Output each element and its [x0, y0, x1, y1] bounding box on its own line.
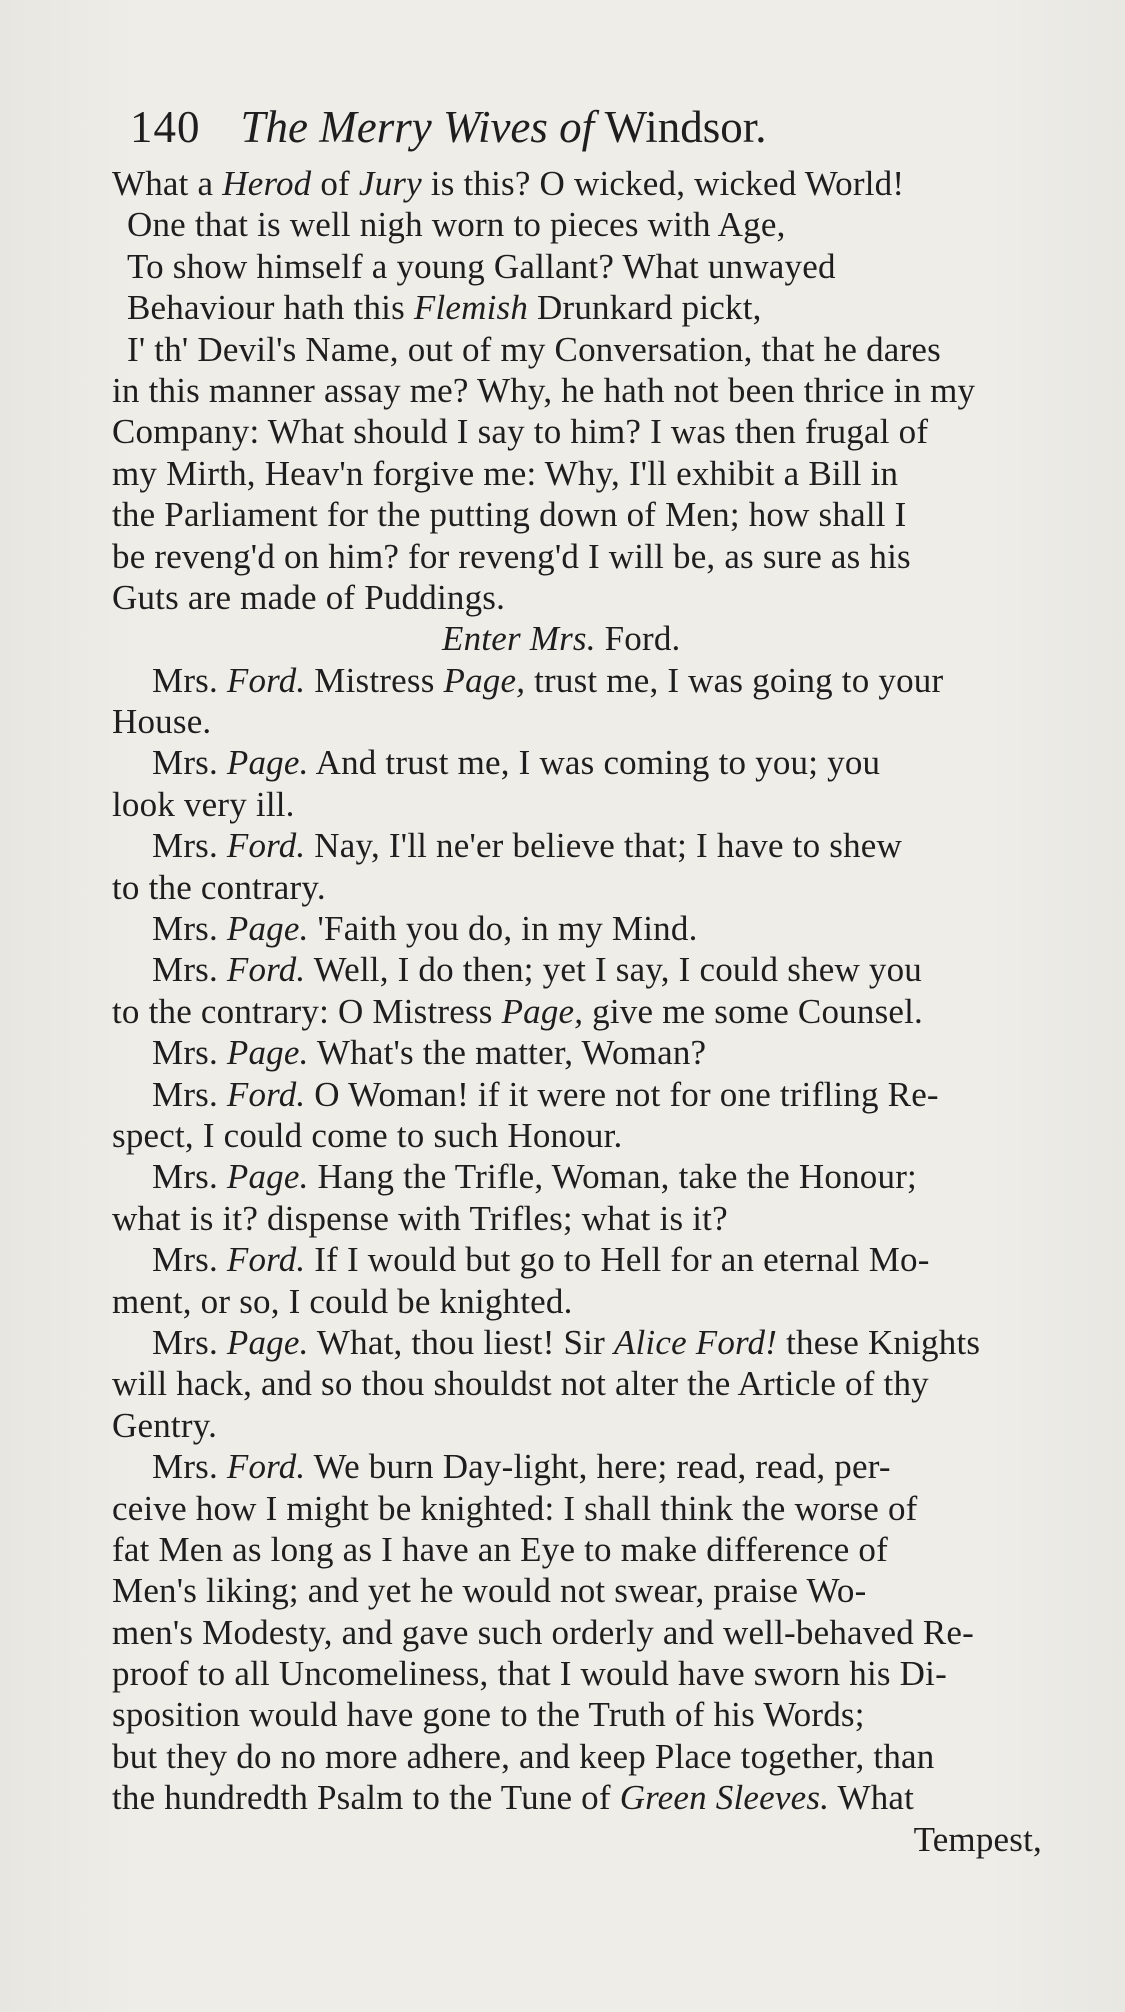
text-line	[112, 1446, 1062, 1487]
text-segment: what is it? dispense with Trifles; what is it?	[112, 1198, 728, 1238]
text-line	[112, 577, 1062, 618]
italic-text: Flemish	[413, 288, 529, 328]
text-line	[112, 1281, 1062, 1322]
text-segment: O Woman! if it were not for one trifling Re-	[305, 1074, 939, 1114]
text-segment: of	[311, 164, 359, 203]
text-line	[112, 1115, 1062, 1156]
text-segment: to the contrary.	[112, 867, 326, 907]
text-line	[112, 701, 1062, 742]
text-segment: One that is well nigh worn to pieces with Age,	[127, 205, 786, 245]
text-segment: spect, I could come to such Honour.	[112, 1115, 623, 1155]
text-line	[112, 411, 1062, 452]
text-segment: is this? O wicked, wicked World!	[421, 164, 905, 203]
text-line	[112, 287, 1062, 328]
text-segment: Company: What should I say to him? I was then frugal of	[112, 412, 929, 452]
text-segment: fat Men as long as I have an Eye to make difference of	[112, 1529, 888, 1569]
text-segment: Mrs.	[152, 1157, 227, 1197]
text-line	[112, 784, 1062, 825]
text-segment: the hundredth Psalm to the Tune of	[112, 1778, 620, 1818]
text-line	[112, 618, 1062, 659]
text-segment: And trust me, I was coming to you; you	[308, 743, 881, 783]
text-segment: to the contrary: O Mistress	[112, 991, 502, 1031]
text-line	[112, 1363, 1062, 1404]
text-line	[112, 742, 1062, 783]
text-line	[112, 1570, 1062, 1611]
text-segment: Mrs.	[152, 1322, 227, 1362]
text-line	[112, 867, 1062, 908]
text-segment: these Knights	[777, 1322, 981, 1362]
text-segment: will hack, and so thou shouldst not alter the Article of thy	[112, 1364, 929, 1404]
text-segment: Well, I do then; yet I say, I could shew you	[305, 950, 922, 990]
italic-text: Ford.	[226, 1240, 306, 1280]
text-line	[112, 370, 1062, 411]
running-header	[130, 92, 1030, 162]
text-segment: To show himself a young Gallant? What unwayed	[127, 246, 836, 286]
italic-text: Page.	[226, 909, 309, 949]
italic-text: Ford.	[226, 1447, 306, 1487]
text-segment: If I would but go to Hell for an eternal Mo-	[305, 1240, 930, 1280]
text-line	[112, 204, 1062, 245]
text-line	[112, 1032, 1062, 1073]
text-segment: Gentry.	[112, 1405, 218, 1445]
text-segment: What's the matter, Woman?	[308, 1033, 707, 1073]
italic-text: Jury	[358, 164, 422, 203]
text-segment: but they do no more adhere, and keep Place together, than	[112, 1736, 935, 1776]
text-segment: Men's liking; and yet he would not swear, praise Wo-	[112, 1571, 867, 1611]
text-line	[112, 1736, 1062, 1777]
header-title-tail: Windsor.	[604, 102, 767, 152]
body-text	[112, 163, 1062, 1860]
text-segment: ment, or so, I could be knighted.	[112, 1281, 573, 1321]
text-segment: Mrs.	[152, 660, 227, 700]
text-segment: Ford.	[595, 619, 681, 659]
text-segment: look very ill.	[112, 784, 295, 824]
text-segment: Mistress	[305, 660, 444, 700]
text-line	[112, 1694, 1062, 1735]
text-segment: the Parliament for the putting down of Men; how shall I	[112, 495, 907, 535]
text-segment: Mrs.	[152, 1447, 227, 1487]
text-segment: Nay, I'll ne'er believe that; I have to shew	[305, 826, 902, 866]
text-line	[112, 1612, 1062, 1653]
text-segment: Mrs.	[152, 1033, 227, 1073]
text-segment: 'Faith you do, in my Mind.	[308, 909, 698, 949]
text-line	[112, 329, 1062, 370]
italic-text: Page.	[226, 1033, 309, 1073]
italic-text: Page.	[226, 1322, 309, 1362]
text-segment: Mrs.	[152, 743, 227, 783]
text-line	[112, 1239, 1062, 1280]
italic-text: Herod	[222, 164, 312, 203]
text-segment: sposition would have gone to the Truth of his Words;	[112, 1695, 865, 1735]
text-line	[112, 1529, 1062, 1570]
italic-text: Ford.	[226, 826, 306, 866]
text-line	[112, 1777, 1062, 1818]
italic-text: Page.	[226, 743, 309, 783]
text-line	[112, 1488, 1062, 1529]
text-line	[112, 1198, 1062, 1239]
text-line	[112, 1819, 1062, 1860]
italic-text: Page,	[443, 660, 526, 700]
text-line	[112, 660, 1062, 701]
text-segment: Mrs.	[152, 909, 227, 949]
italic-text: Ford.	[226, 950, 306, 990]
text-line	[112, 908, 1062, 949]
text-segment: proof to all Uncomeliness, that I would have sworn his Di-	[112, 1654, 947, 1694]
italic-text: Green Sleeves.	[619, 1778, 830, 1818]
text-segment: Mrs.	[152, 826, 227, 866]
text-segment: Mrs.	[152, 1240, 227, 1280]
text-line	[112, 163, 1062, 204]
text-segment: Mrs.	[152, 950, 227, 990]
italic-text: Ford.	[226, 1074, 306, 1114]
page-number: 140	[130, 102, 201, 152]
text-segment: my Mirth, Heav'n forgive me: Why, I'll exhibit a Bill in	[112, 453, 899, 493]
text-line	[112, 453, 1062, 494]
text-segment: Tempest,	[913, 1819, 1042, 1859]
text-segment: ceive how I might be knighted: I shall think the worse of	[112, 1488, 918, 1528]
text-segment: men's Modesty, and gave such orderly and well-behaved Re-	[112, 1612, 974, 1652]
text-line	[112, 1653, 1062, 1694]
italic-text: Page,	[501, 991, 584, 1031]
text-line	[112, 494, 1062, 535]
italic-text: Ford.	[226, 660, 306, 700]
header-title: The Merry Wives of	[240, 102, 595, 152]
text-line	[112, 949, 1062, 990]
text-segment: Drunkard pickt,	[528, 288, 762, 328]
text-segment: be reveng'd on him? for reveng'd I will be, as sure as his	[112, 536, 911, 576]
italic-text: Alice Ford!	[613, 1322, 778, 1362]
text-line	[112, 1405, 1062, 1446]
italic-text: Page.	[226, 1157, 309, 1197]
italic-text: Enter Mrs.	[442, 619, 596, 659]
text-segment: trust me, I was going to your	[525, 660, 944, 700]
text-line	[112, 825, 1062, 866]
text-segment: What	[829, 1778, 915, 1818]
text-segment: We burn Day-light, here; read, read, per-	[305, 1447, 891, 1487]
text-line	[112, 246, 1062, 287]
text-segment: Behaviour hath this	[127, 288, 414, 328]
text-line	[112, 991, 1062, 1032]
text-segment: Mrs.	[152, 1074, 227, 1114]
text-line	[112, 1074, 1062, 1115]
text-segment: What, thou liest! Sir	[308, 1322, 614, 1362]
text-segment: House.	[112, 702, 212, 742]
text-line	[112, 536, 1062, 577]
text-segment: Hang the Trifle, Woman, take the Honour;	[308, 1157, 917, 1197]
text-segment: What a	[112, 164, 223, 203]
text-line	[112, 1156, 1062, 1197]
text-segment: give me some Counsel.	[583, 991, 924, 1031]
text-segment: Guts are made of Puddings.	[112, 577, 506, 617]
text-segment: in this manner assay me? Why, he hath not been thrice in my	[112, 370, 976, 410]
text-line	[112, 1322, 1062, 1363]
text-segment: I' th' Devil's Name, out of my Conversation, that he dares	[127, 329, 941, 369]
